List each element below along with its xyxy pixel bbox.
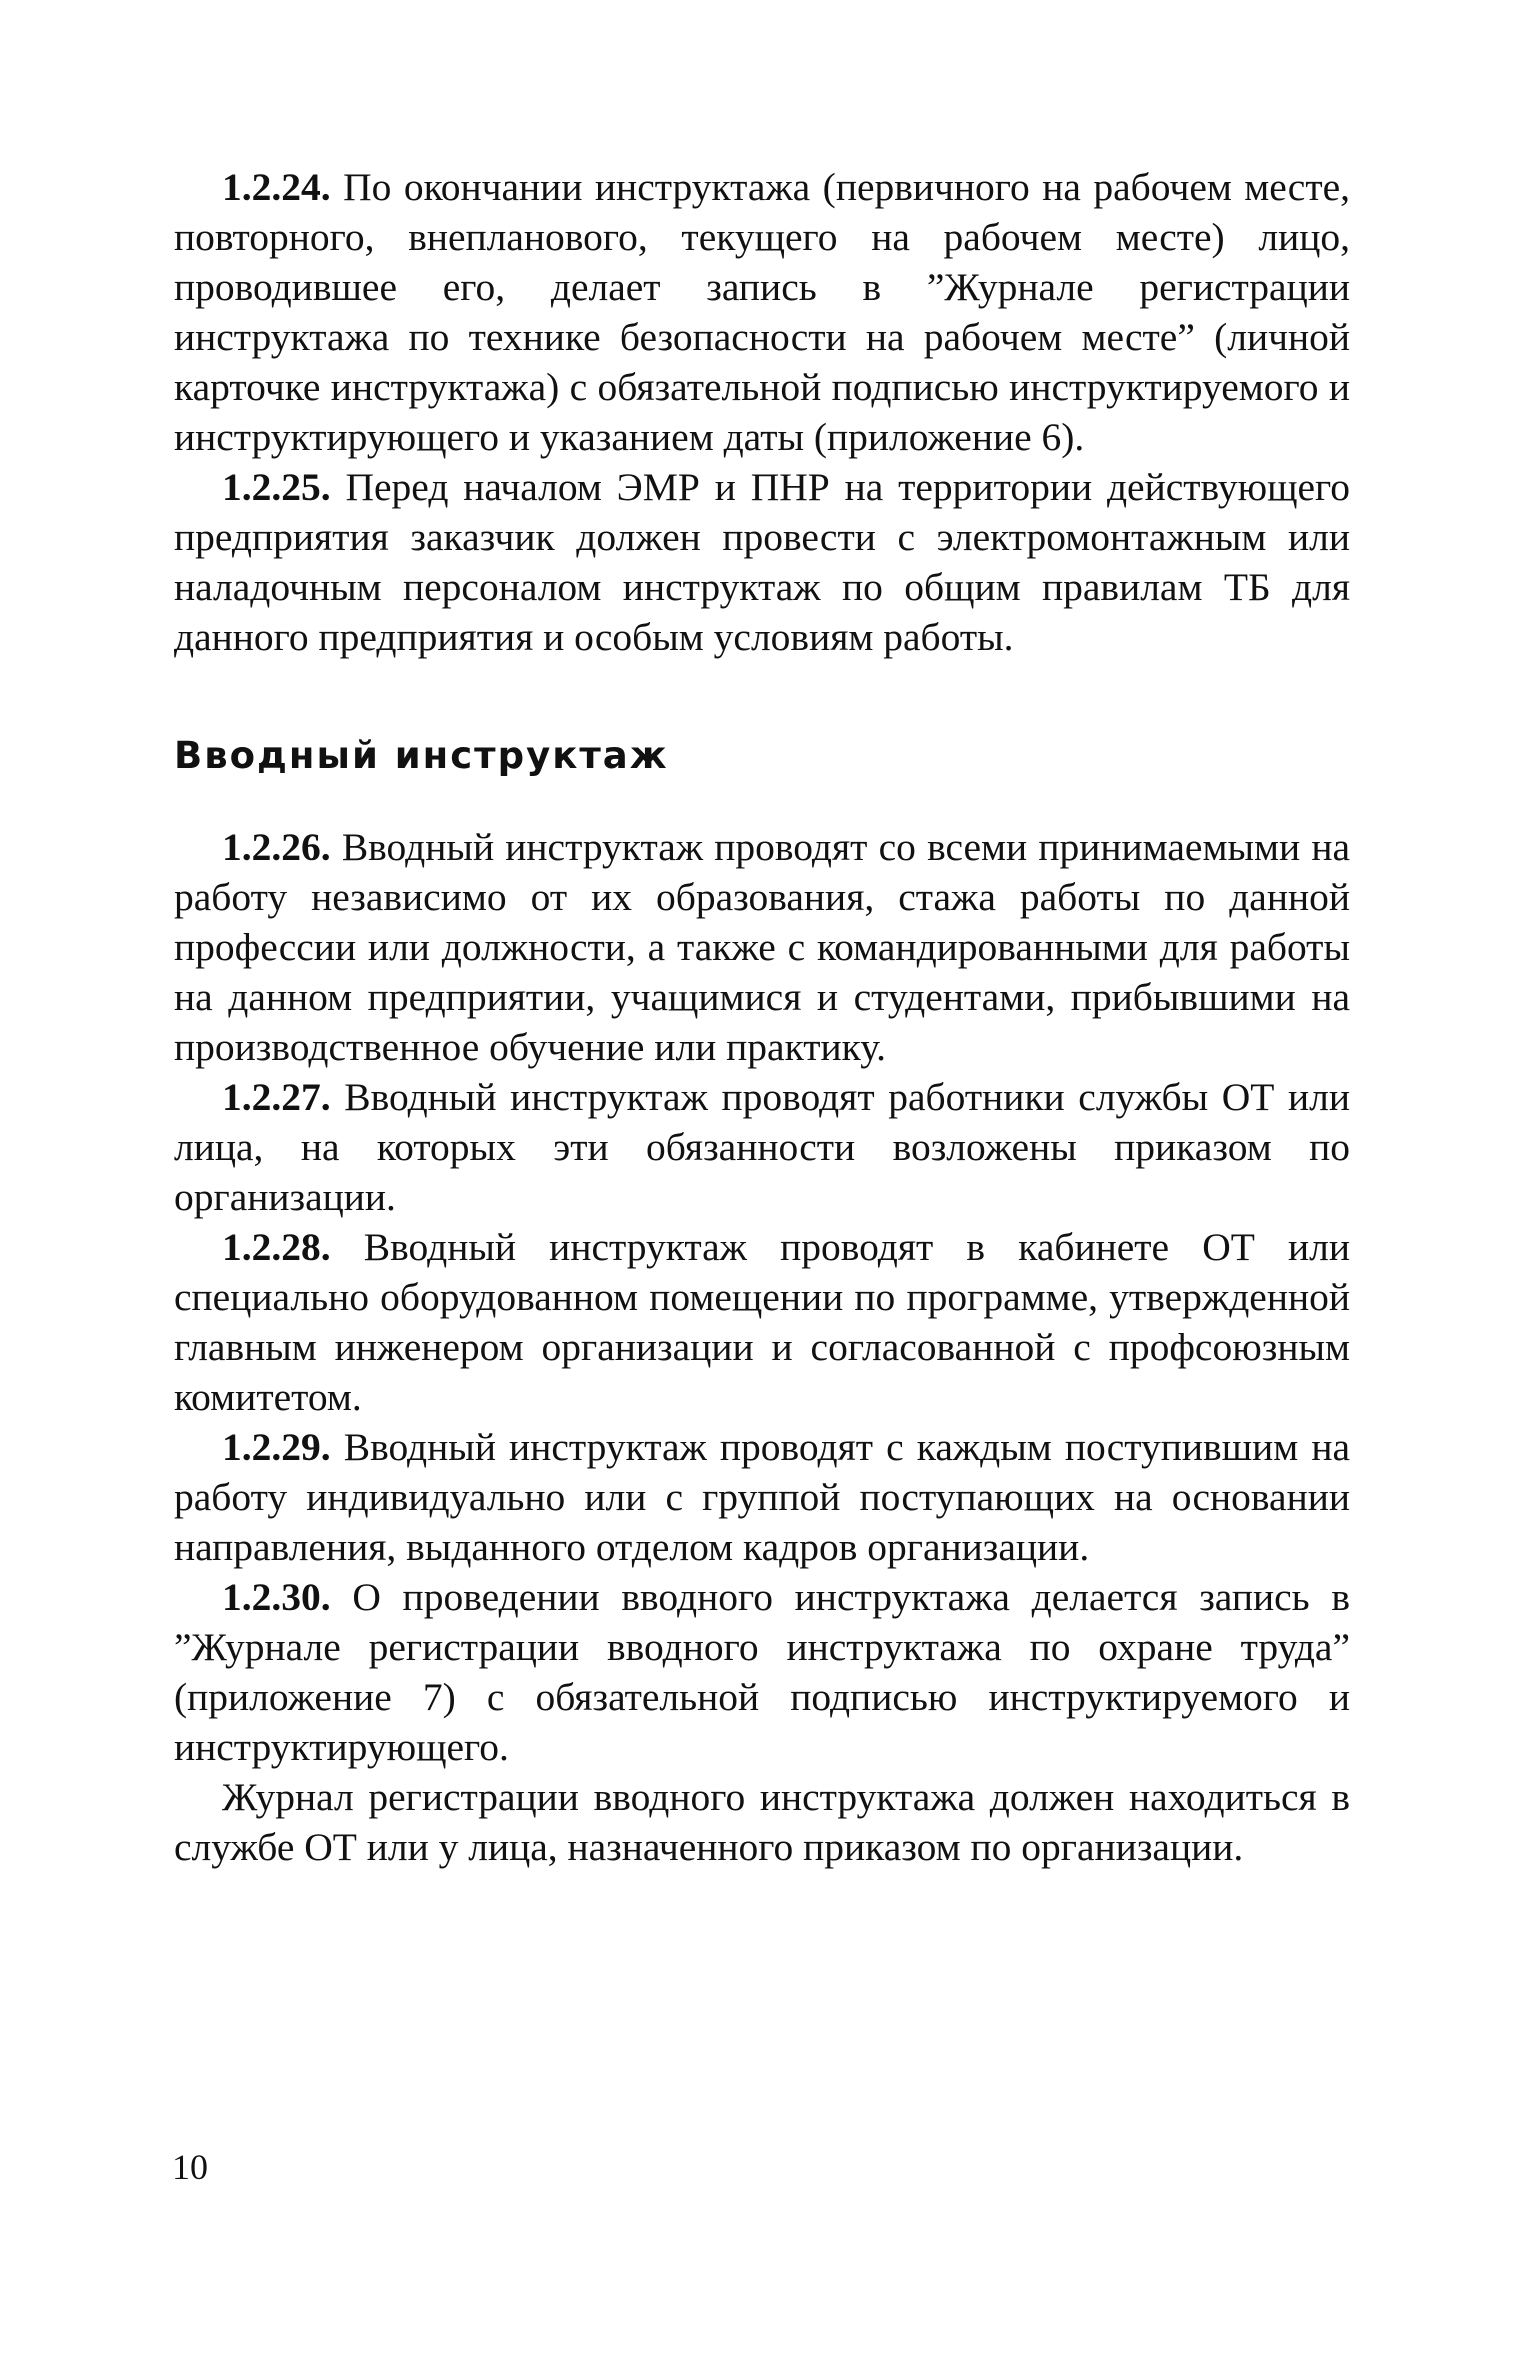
paragraph-1-2-26 (174, 822, 1350, 1072)
paragraph-text: По окончании инструктажа (первичного на рабочем месте, повторного, внепланового, текущего на рабочем месте) лицо, проводившее его, делает запись в ”Журнале регистрации инструктажа по технике безопасности на рабочем месте” (личной карточке инструктажа) с обязательной подписью инструктируемого и инструктирующего и указанием даты (приложение 6). (174, 165, 1351, 459)
section-heading: Вводный инструктаж (174, 734, 669, 777)
paragraph-1-2-28 (174, 1222, 1350, 1422)
paragraph-number: 1.2.29. (222, 1425, 331, 1469)
paragraph-1-2-25 (174, 462, 1350, 662)
paragraph-text: Вводный инструктаж проводят со всеми принимаемыми на работу независимо от их образования, стажа работы по данной профессии или должности, а также с командированными для работы на данном предприятии, учащимися и студентами, прибывшими на производственное обучение или практику. (174, 825, 1351, 1069)
paragraph-text: Вводный инструктаж проводят работники службы ОТ или лица, на которых эти обязанности возложены приказом по организации. (174, 1075, 1351, 1219)
paragraph-text: Перед началом ЭМР и ПНР на территории действующего предприятия заказчик должен провести с электромонтажным или наладочным персоналом инструктаж по общим правилам ТБ для данного предприятия и особым условиям работы. (174, 465, 1350, 659)
page-number: 10 (172, 2147, 208, 2187)
paragraph-number: 1.2.30. (222, 1575, 331, 1619)
paragraph-1-2-24 (174, 162, 1350, 462)
paragraph-number: 1.2.25. (222, 465, 331, 509)
paragraph-number: 1.2.28. (222, 1225, 331, 1269)
paragraph-text: Журнал регистрации вводного инструктажа должен находиться в службе ОТ или у лица, назначенного приказом по организации. (174, 1775, 1350, 1869)
paragraph-number: 1.2.27. (222, 1075, 331, 1119)
document-page (174, 162, 1350, 1872)
paragraph-number: 1.2.24. (222, 165, 331, 209)
paragraph-number: 1.2.26. (222, 825, 331, 869)
paragraph-1-2-29 (174, 1422, 1350, 1572)
paragraph-text: О проведении вводного инструктажа делается запись в ”Журнале регистрации вводного инструктажа по охране труда” (приложение 7) с обязательной подписью инструктируемого и инструктирующего. (174, 1575, 1350, 1769)
paragraph-1-2-30 (174, 1572, 1350, 1772)
paragraph-1-2-27 (174, 1072, 1350, 1222)
paragraph-journal-note (174, 1772, 1350, 1872)
paragraph-text: Вводный инструктаж проводят с каждым поступившим на работу индивидуально или с группой поступающих на основании направления, выданного отделом кадров организации. (174, 1425, 1351, 1569)
paragraph-text: Вводный инструктаж проводят в кабинете ОТ или специально оборудованном помещении по программе, утвержденной главным инженером организации и согласованной с профсоюзным комитетом. (174, 1225, 1350, 1419)
